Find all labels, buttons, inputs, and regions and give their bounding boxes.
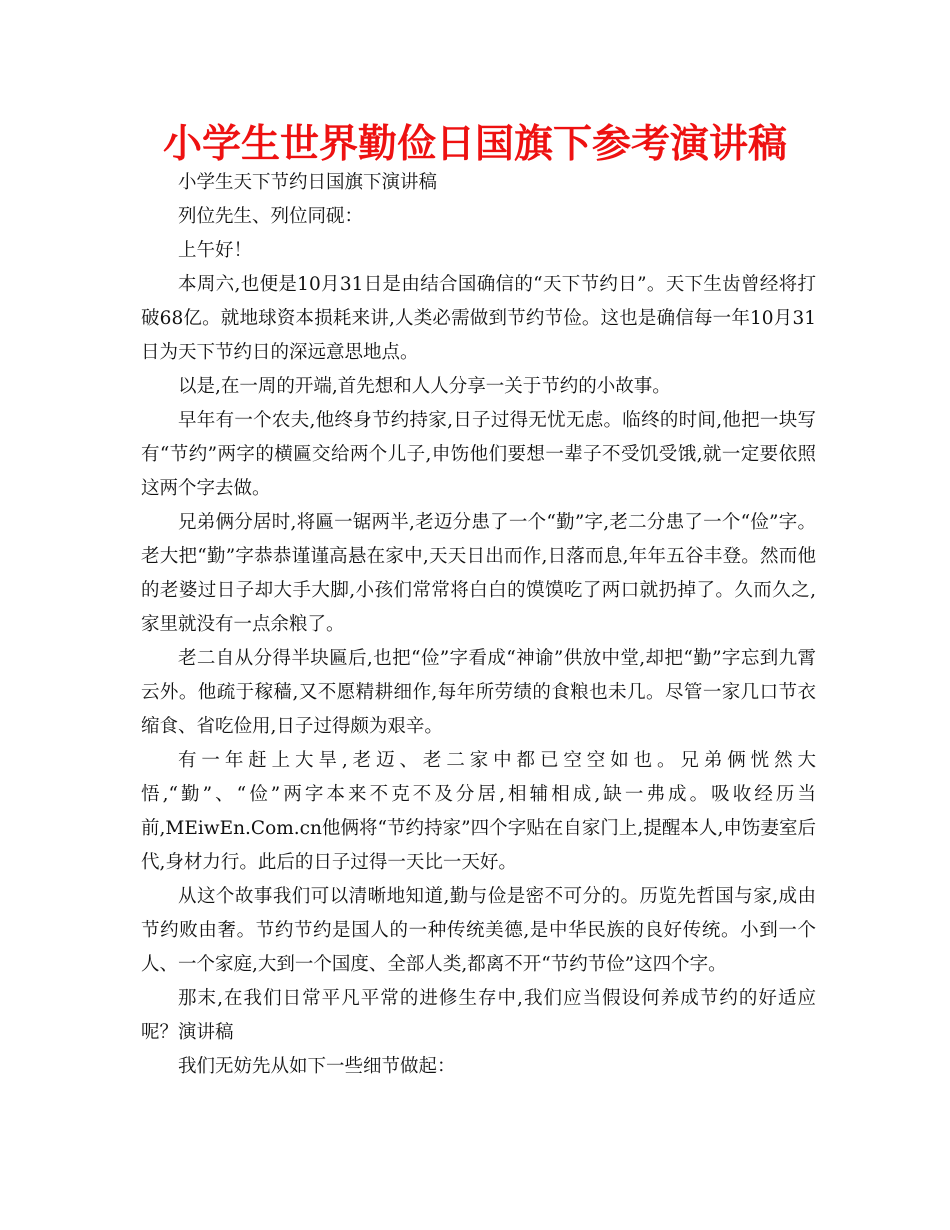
paragraph-story-lead: 以是,在一周的开端,首先想和人人分享一关于节约的小故事。 [178,376,671,397]
paragraph-farmer: 早年有一个农夫,他终身节约持家,日子过得无忧无虑。临终的时间,他把一块写有“节约”两字的横匾交给两个儿子,申饬他们要想一辈子不受饥受饿,就一定要依照这两个字去做。 [141,410,816,499]
paragraph-greeting: 上午好！ [178,240,253,261]
document-title: 小学生世界勤俭日国旗下参考演讲稿 [162,122,787,167]
paragraph-brothers: 兄弟俩分居时,将匾一锯两半,老迈分患了一个“勤”字,老二分患了一个“俭”字。老大把“勤”字恭恭谨谨高悬在家中,天天日出而作,日落而息,年年五谷丰登。然而他的老婆过日子却大手大脚,小孩们常常将白白的馍馍吃了两口就扔掉了。久而久之,家里就没有一点余粮了。 [141,512,816,635]
paragraph-lesson: 从这个故事我们可以清晰地知道,勤与俭是密不可分的。历览先哲国与家,成由节约败由奢。节约节约是国人的一种传统美德,是中华民族的良好传统。小到一个人、一个家庭,大到一个国度、全部人类,都离不开“节约节俭”这四个字。 [141,886,816,975]
paragraph-details: 我们无妨先从如下一些细节做起： [178,1056,456,1077]
document-body [141,166,816,1084]
paragraph-drought: 有一年赶上大旱,老迈、老二家中都已空空如也。兄弟俩恍然大悟,“勤”、“俭”两字本来不克不及分居,相辅相成,缺一弗成。吸收经历当前,MEiwEn.Com.cn他俩将“节约持家”四个字贴在自家门上,提醒本人,申饬妻室后代,身材力行。此后的日子过得一天比一天好。 [141,750,816,873]
paragraph-salutation: 列位先生、列位同砚： [178,206,364,227]
paragraph-subtitle: 小学生天下节约日国旗下演讲稿 [178,172,438,193]
paragraph-intro: 本周六,也便是10月31日是由结合国确信的“天下节约日”。天下生齿曾经将打破68亿。就地球资本损耗来讲,人类必需做到节约节俭。这也是确信每一年10月31日为天下节约日的深远意思地点。 [141,274,816,363]
paragraph-question: 那末,在我们日常平凡平常的进修生存中,我们应当假设何养成节约的好适应呢？演讲稿 [141,988,816,1043]
paragraph-second-brother: 老二自从分得半块匾后,也把“俭”字看成“神谕”供放中堂,却把“勤”字忘到九霄云外。他疏于稼穑,又不愿精耕细作,每年所劳绩的食粮也未几。尽管一家几口节衣缩食、省吃俭用,日子过得颇为艰辛。 [141,648,816,737]
